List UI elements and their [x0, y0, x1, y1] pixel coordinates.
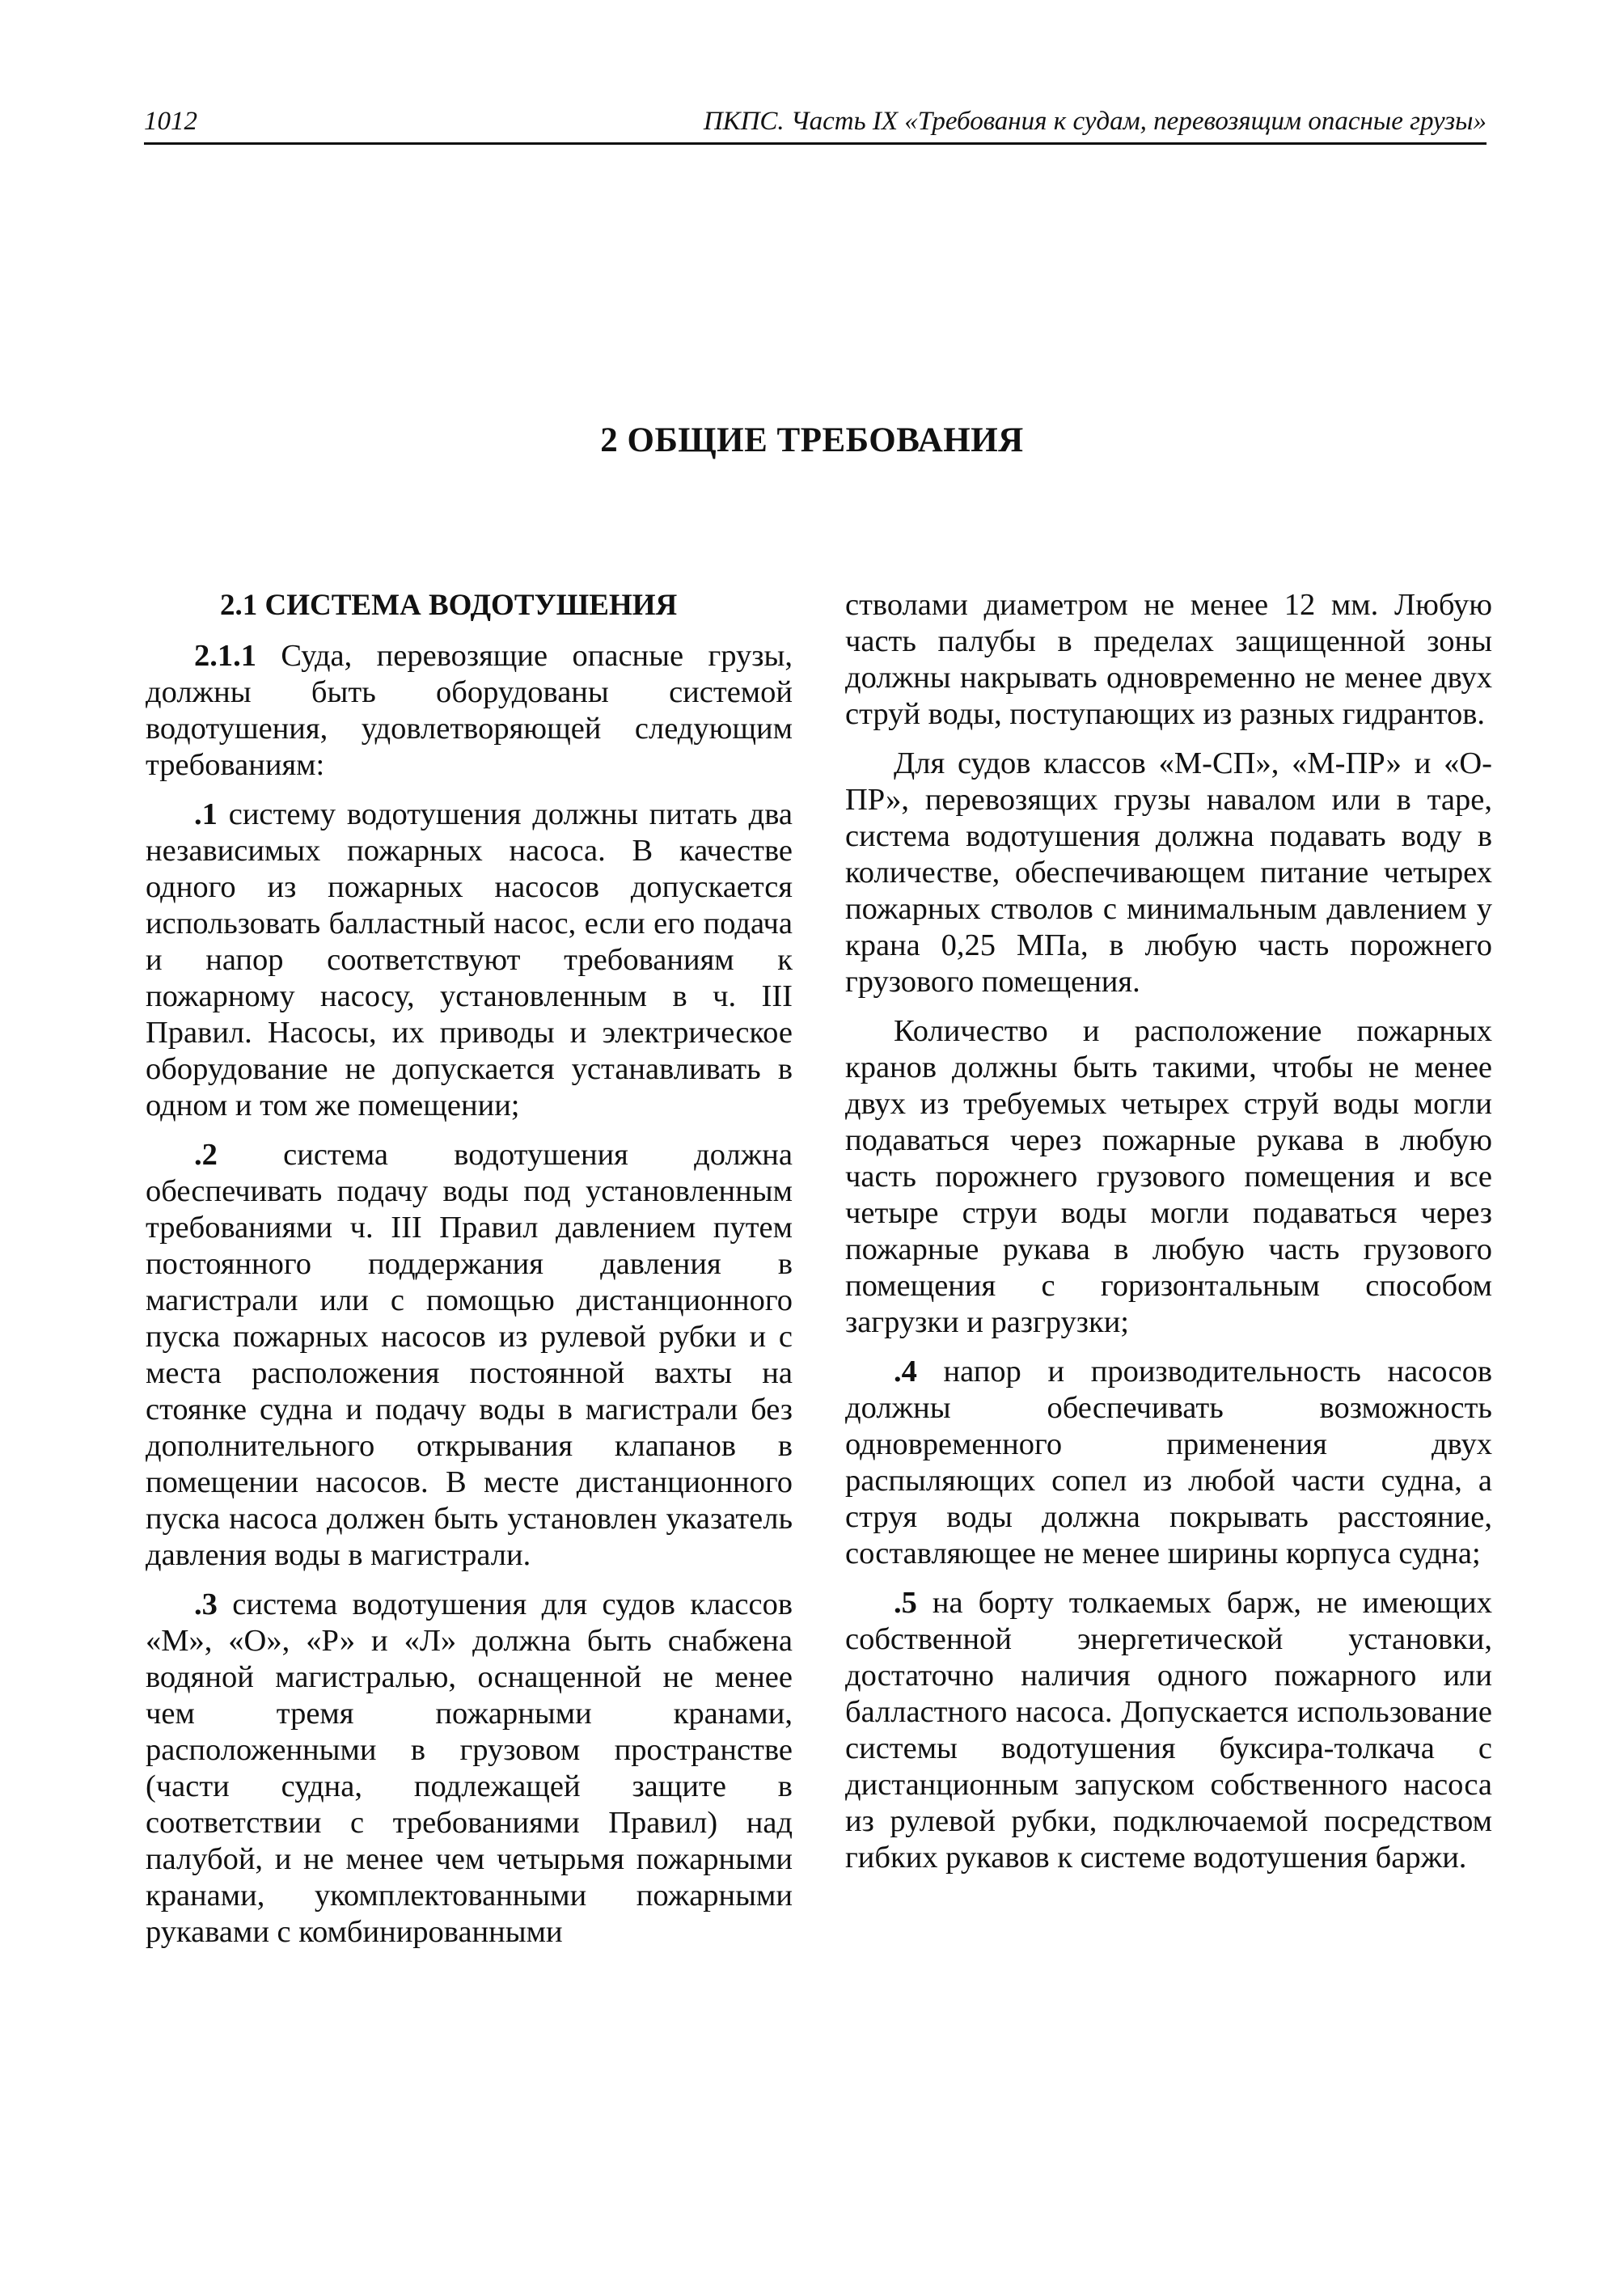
paragraph-vessel-classes: Для судов классов «М-СП», «М-ПР» и «О-ПР», перевозящих грузы навалом или в таре, система водотушения должна подавать воду в количестве, обеспечивающем питание четырех пожарных стволов с минимальным давлением у крана 0,25 МПа, в любую часть порожнего грузового помещения.	[845, 746, 1492, 999]
paragraph-number: 2.1.1	[194, 639, 256, 673]
document-title: ПКПС. Часть IX «Требования к судам, перевозящим опасные грузы»	[703, 107, 1487, 136]
item-number: .3	[194, 1587, 218, 1621]
item-number: .5	[894, 1586, 917, 1620]
list-item-2	[146, 1137, 793, 1574]
list-item-3-continued: стволами диаметром не менее 12 мм. Любую часть палубы в пределах защищенной зоны должны накрывать одновременно не менее двух струй воды, поступающих из разных гидрантов.	[845, 588, 1492, 731]
item-text: система водотушения для судов классов «М», «О», «Р» и «Л» должна быть снабжена водяной магистралью, оснащенной не менее чем тремя пожарными кранами, расположенными в грузовом пространстве (части судна, подлежащей защите в соответствии с требованиями Правил) над палубой, и не менее чем четырьмя пожарными кранами, укомплектованными пожарными рукавами с комбинированными	[146, 1587, 793, 1949]
paragraph-hydrant-placement: Количество и расположение пожарных кранов должны быть такими, чтобы не менее двух из требуемых четырех струй воды могли подаваться через пожарные рукава в любую часть порожнего грузового помещения и все четыре струи воды могли подаваться через пожарные рукава в любую часть грузового помещения с горизонтальным способом загрузки и разгрузки;	[845, 1014, 1492, 1339]
list-item-4	[845, 1354, 1492, 1572]
page-number: 1012	[144, 107, 197, 136]
list-item-5	[845, 1585, 1492, 1876]
paragraph-text: Суда, перевозящие опасные грузы, должны быть оборудованы системой водотушения, удовлетворяющей следующим требованиям:	[146, 639, 793, 782]
item-number: .4	[894, 1355, 917, 1389]
item-text: систему водотушения должны питать два независимых пожарных насоса. В качестве одного из пожарных насосов допускается использовать балластный насос, если его подача и напор соответствуют требованиям к пожарному насосу, установленным в ч. III Правил. Насосы, их приводы и электрическое оборудование не допускается устанавливать в одном и том же помещении;	[146, 797, 793, 1122]
running-header	[144, 104, 1487, 145]
item-text: система водотушения должна обеспечивать подачу воды под установленным требованиями ч. III Правил давлением путем постоянного поддержания давления в магистрали или с помощью дистанционного пуска пожарных насосов из рулевой рубки и с места расположения постоянной вахты на стоянке судна и подачу воды в магистрали без дополнительного открывания клапанов в помещении насосов. В месте дистанционного пуска насоса должен быть установлен указатель давления воды в магистрали.	[146, 1138, 793, 1572]
section-title: 2 ОБЩИЕ ТРЕБОВАНИЯ	[600, 421, 1024, 459]
list-item-3	[146, 1587, 793, 1951]
item-text: на борту толкаемых барж, не имеющих собственной энергетической установки, достаточно наличия одного пожарного или балластного насоса. Допускается использование системы водотушения буксира-толкача с дистанционным запуском собственного насоса из рулевой рубки, подключаемой посредством гибких рукавов к системе водотушения баржи.	[845, 1586, 1492, 1875]
subsection-heading: 2.1 СИСТЕМА ВОДОТУШЕНИЯ	[220, 589, 678, 622]
right-column	[845, 587, 1492, 1889]
item-number: .1	[194, 797, 218, 831]
paragraph-2-1-1	[146, 638, 793, 784]
list-item-1	[146, 797, 793, 1124]
left-column	[146, 587, 793, 1963]
item-text: напор и производительность насосов должны обеспечивать возможность одновременного применения двух распыляющих сопел из любой части судна, а струя воды должна покрывать расстояние, составляющее не менее ширины корпуса судна;	[845, 1355, 1492, 1570]
item-number: .2	[194, 1138, 218, 1172]
